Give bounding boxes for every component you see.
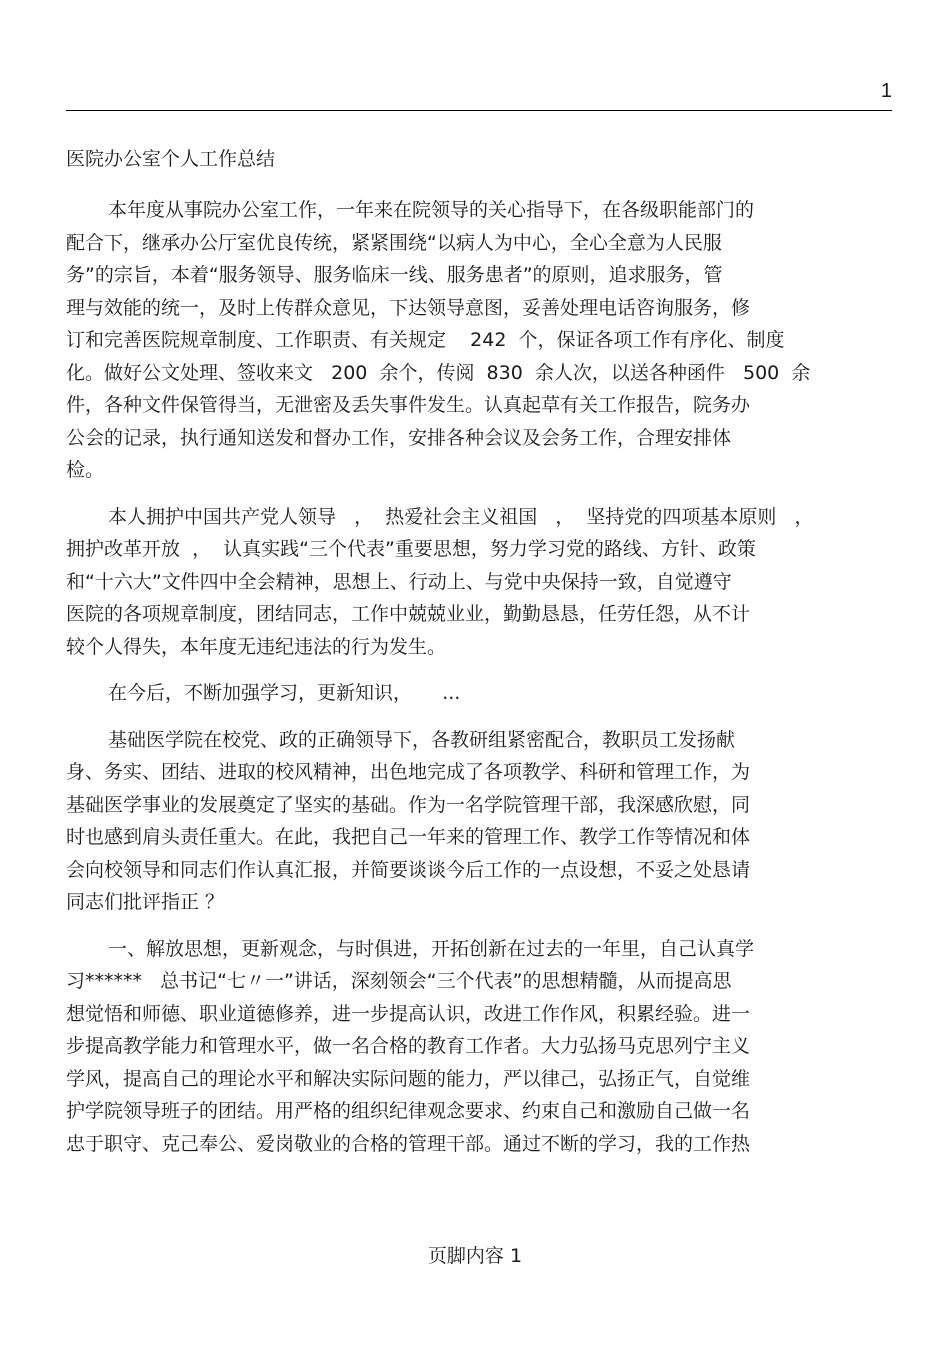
paragraph-basic-medicine: [66, 724, 886, 919]
text-line: 和“十六大”文件四中全会精神，思想上、行动上、与党中央保持一致，自觉遵守: [66, 570, 732, 593]
document-body: [66, 194, 886, 1174]
text-line: 学风，提高自己的理论水平和解决实际问题的能力，严以律己，弘扬正气，自觉维: [66, 1067, 751, 1090]
text-line: 同志们批评指正 ？: [66, 891, 225, 913]
text-line: 在今后，不断加强学习，更新知识， ...: [108, 682, 461, 704]
text-line: 务”的宗旨，本着“服务领导、服务临床一线、服务患者”的原则，追求服务，管: [66, 264, 723, 286]
text-line: 医院的各项规章制度，团结同志，工作中兢兢业业，勤勤恳恳，任劳任怨，从不计: [66, 603, 751, 625]
text-line: 本年度从事院办公室工作，一年来在院领导的关心指导下，在各级职能部门的: [108, 199, 755, 221]
text-line: 较个人得失，本年度无违纪违法的行为发生。: [66, 635, 447, 658]
text-line: 步提高教学能力和管理水平，做一名合格的教育工作者。大力弘扬马克思列宁主义: [66, 1035, 751, 1057]
text-line: 忠于职守、克己奉公、爱岗敬业的合格的管理干部。通过不断的学习，我的工作热: [66, 1132, 751, 1155]
text-line: 拥护改革开放 ， 认真实践“三个代表”重要思想，努力学习党的路线、方针、政策: [66, 538, 756, 560]
text-line: 基础医学事业的发展奠定了坚实的基础。作为一名学院管理干部，我深感欣慰，同: [66, 793, 751, 816]
paragraph-section-one: [66, 933, 886, 1161]
text-line: 公会的记录，执行通知送发和督办工作，安排各种会议及会务工作，合理安排体: [66, 426, 732, 449]
text-line: 习****** 总书记“七〃一”讲话，深刻领会“三个代表”的思想精髓，从而提高思: [66, 970, 732, 992]
text-line: 本人拥护中国共产党人领导 ， 热爱社会主义祖国 ， 坚持党的四项基本原则 ，: [108, 505, 814, 528]
paragraph-political-stance: [66, 501, 886, 664]
text-line: 护学院领导班子的团结。用严格的组织纪律观念要求、约束自己和激励自己做一名: [66, 1100, 751, 1122]
text-line: 一、解放思想，更新观念，与时俱进，开拓创新在过去的一年里，自己认真学: [108, 937, 755, 960]
paragraph-future-plan: [66, 677, 886, 710]
page-footer: 页脚内容 1: [427, 1245, 523, 1267]
text-line: 基础医学院在校党、政的正确领导下，各教研组紧密配合，教职员工发扬献: [108, 728, 736, 751]
text-line: 件，各种文件保管得当，无泄密及丢失事件发生。认真起草有关工作报告，院务办: [66, 394, 751, 416]
text-line: 配合下，继承办公厅室优良传统，紧紧围绕“以病人为中心，全心全意为人民服: [66, 231, 722, 254]
document-title: 医院办公室个人工作总结: [66, 148, 276, 170]
text-line: 身、务实、团结、进取的校风精神，出色地完成了各项教学、科研和管理工作，为: [66, 761, 751, 783]
text-line: 化。做好公文处理、签收来文 200 余个，传阅 830 余人次，以送各种函件 500 余: [66, 361, 811, 384]
text-line: 检。: [66, 459, 105, 481]
header-rule: [66, 110, 892, 111]
text-line: 想觉悟和师德、职业道德修养，进一步提高认识，改进工作作风，积累经验。进一: [66, 1002, 751, 1025]
paragraph-office-work: [66, 194, 886, 487]
text-line: 理与效能的统一，及时上传群众意见，下达领导意图，妥善处理电话咨询服务，修: [66, 296, 751, 319]
text-line: 订和完善医院规章制度、工作职责、有关规定 242 个，保证各项工作有序化、制度: [66, 329, 785, 351]
page-number: 1: [880, 80, 892, 102]
text-line: 会向校领导和同志们作认真汇报，并简要谈谈今后工作的一点设想，不妥之处恳请: [66, 858, 751, 881]
text-line: 时也感到肩头责任重大。在此，我把自己一年来的管理工作、教学工作等情况和体: [66, 826, 751, 848]
